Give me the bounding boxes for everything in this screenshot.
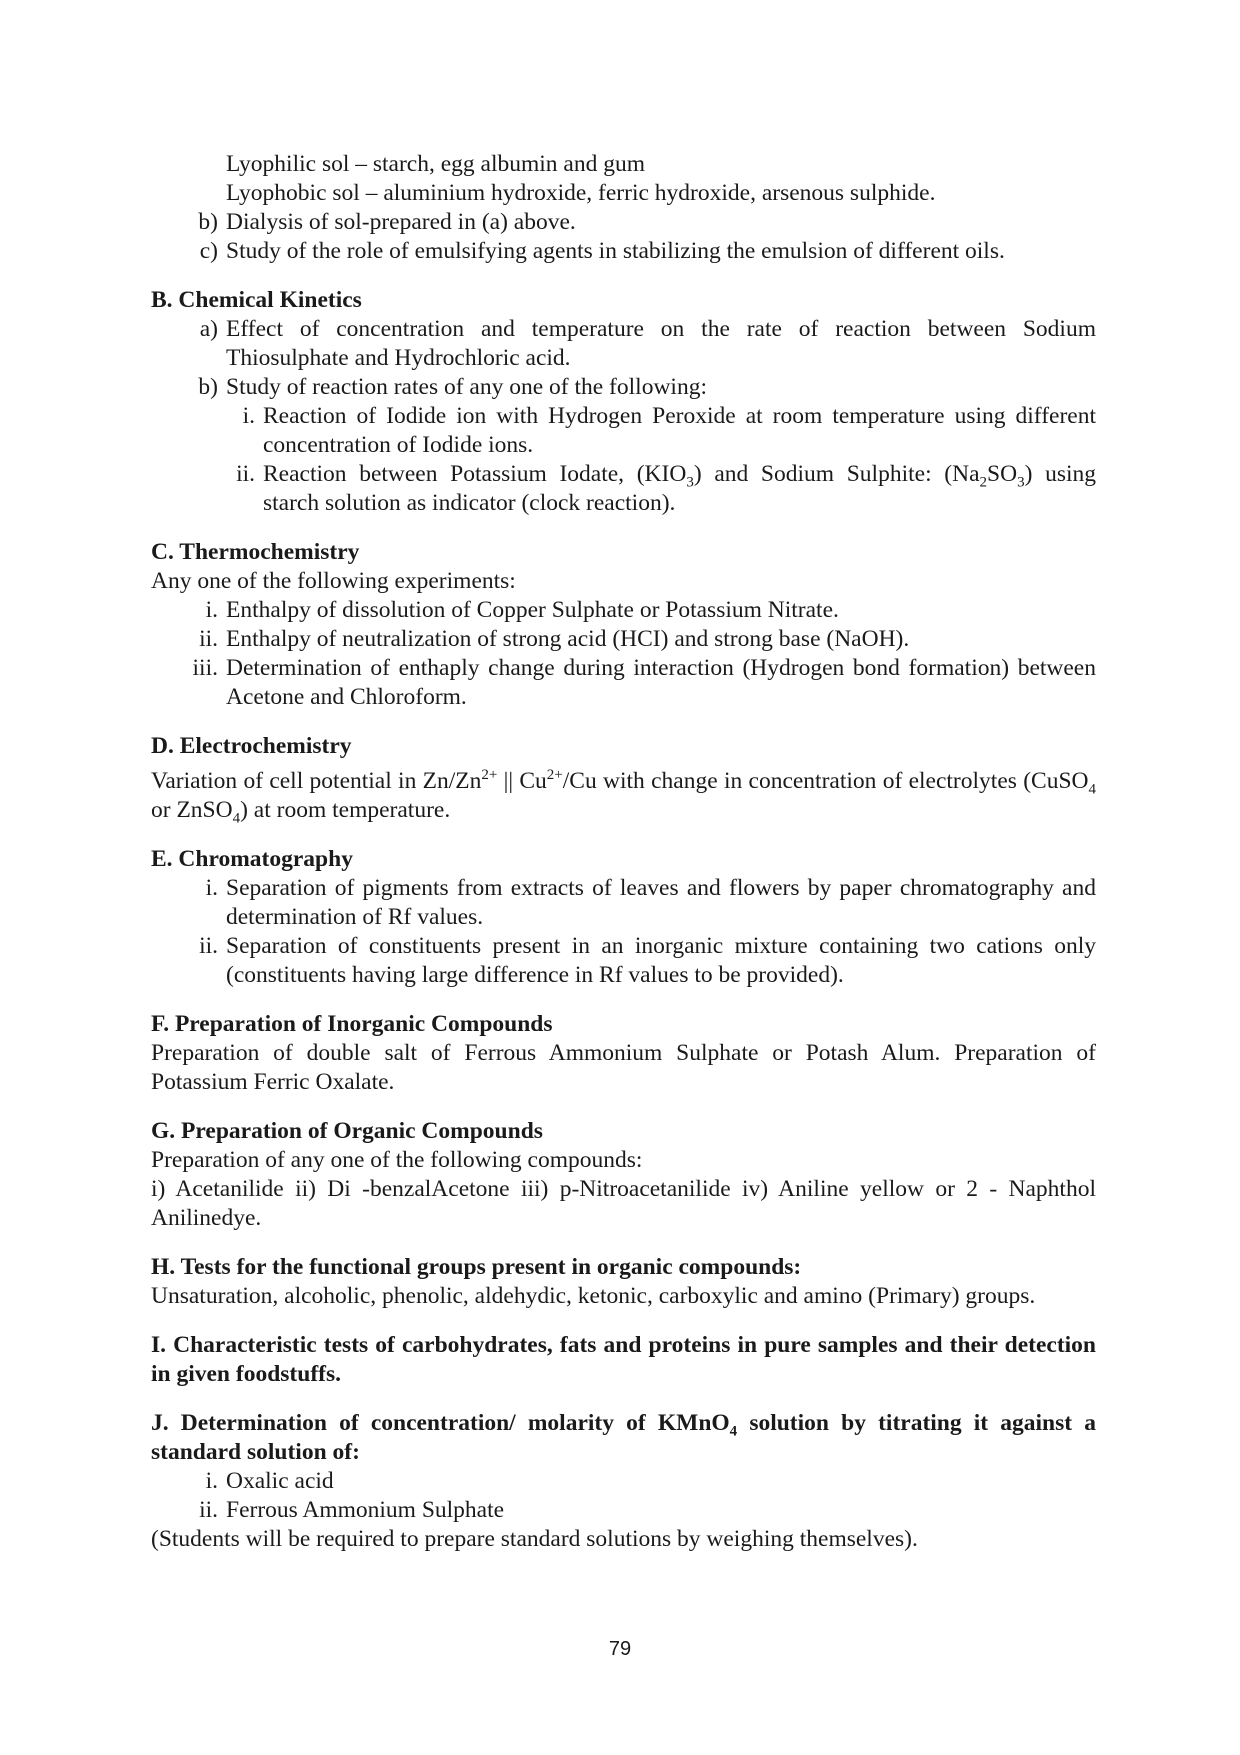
section-kmno4-titration <box>151 1409 1096 1554</box>
list-item <box>151 315 1096 373</box>
section-heading: I. Characteristic tests of carbohydrates, fats and proteins in pure samples and their detection in given foodstuffs. <box>151 1332 1096 1387</box>
section-heading <box>151 1409 1096 1467</box>
list-item-text: Study of the role of emulsifying agents in stabilizing the emulsion of different oils. <box>226 238 1005 264</box>
text-fragment: SO <box>987 461 1018 487</box>
section-chromatography <box>151 845 1096 990</box>
text-fragment: ) and Sodium Sulphite: (Na <box>693 461 980 487</box>
subscript: 3 <box>686 474 694 491</box>
text-fragment: ) using starch solution as indicator (clock reaction). <box>263 461 1096 516</box>
list-item <box>151 874 1096 932</box>
section-text: Unsaturation, alcoholic, phenolic, aldehydic, ketonic, carboxylic and amino (Primary) groups. <box>151 1283 1036 1309</box>
list-item-text: Oxalic acid <box>226 1468 334 1494</box>
list-marker: b) <box>198 374 218 400</box>
list-marker: ii. <box>236 461 255 487</box>
list-marker: i. <box>242 403 255 429</box>
text-fragment: || Cu <box>497 768 547 794</box>
subscript: 4 <box>232 810 241 827</box>
list-marker: ii. <box>199 626 218 652</box>
text-fragment: /Cu with change in concentration of electrolytes (CuSO <box>562 768 1089 794</box>
list-item-text <box>263 460 1096 518</box>
section-heading: G. Preparation of Organic Compounds <box>151 1118 543 1144</box>
list-marker: i. <box>205 1468 218 1494</box>
list-marker: b) <box>198 209 218 235</box>
list-item <box>151 1496 1096 1525</box>
list-marker: c) <box>199 238 218 264</box>
list-item <box>151 208 1096 237</box>
list-item-text: Separation of constituents present in an inorganic mixture containing two cations only (constituents having large difference in Rf values to be provided). <box>226 933 1096 988</box>
list-marker: i. <box>205 875 218 901</box>
subscript: 4 <box>1088 781 1096 798</box>
list-item <box>151 1467 1096 1496</box>
text-fragment: J. Determination of concentration/ molarity of KMnO <box>151 1410 730 1436</box>
section-organic-compounds <box>151 1117 1096 1233</box>
list-item-text: Determination of enthaply change during interaction (Hydrogen bond formation) between Acetone and Chloroform. <box>226 655 1096 710</box>
list-item-text: Effect of concentration and temperature on the rate of reaction between Sodium Thiosulphate and Hydrochloric acid. <box>226 316 1096 371</box>
list-marker: iii. <box>192 655 218 681</box>
text-fragment: solution by titrating it against a standard solution of: <box>151 1410 1096 1465</box>
section-carbohydrate-tests <box>151 1331 1096 1389</box>
page-number: 79 <box>608 1638 632 1660</box>
sub-list-item <box>151 460 1096 518</box>
subscript: 4 <box>729 1423 738 1440</box>
text-fragment: Reaction between Potassium Iodate, (KIO <box>263 461 687 487</box>
section-text: i) Acetanilide ii) Di -benzalAcetone iii) p-Nitroacetanilide iv) Aniline yellow or 2 - Naphthol Anilinedye. <box>151 1176 1096 1231</box>
subscript: 3 <box>1017 474 1025 491</box>
sub-list-item <box>151 402 1096 460</box>
list-item <box>151 654 1096 712</box>
list-item <box>151 237 1096 266</box>
section-intro: Any one of the following experiments: <box>151 568 516 594</box>
section-colloids-continued <box>151 150 1096 266</box>
text-fragment: ) at room temperature. <box>240 797 451 823</box>
list-item <box>151 596 1096 625</box>
text-fragment: or ZnSO <box>151 797 233 823</box>
section-heading: D. Electrochemistry <box>151 733 352 759</box>
list-marker: ii. <box>199 1497 218 1523</box>
superscript: 2+ <box>546 767 563 784</box>
section-text: Preparation of double salt of Ferrous Ammonium Sulphate or Potash Alum. Preparation of Potassium Ferric Oxalate. <box>151 1040 1096 1095</box>
section-inorganic-compounds <box>151 1010 1096 1097</box>
section-functional-groups <box>151 1253 1096 1311</box>
section-text <box>151 767 1096 825</box>
section-intro: Preparation of any one of the following compounds: <box>151 1147 643 1173</box>
list-item-text: Dialysis of sol-prepared in (a) above. <box>226 209 576 235</box>
list-marker: a) <box>199 316 218 342</box>
section-thermochemistry <box>151 538 1096 712</box>
section-heading: H. Tests for the functional groups present in organic compounds: <box>151 1254 802 1280</box>
list-item <box>151 932 1096 990</box>
section-chemical-kinetics <box>151 286 1096 518</box>
section-heading: B. Chemical Kinetics <box>151 287 362 313</box>
section-note: (Students will be required to prepare standard solutions by weighing themselves). <box>151 1526 918 1552</box>
list-item-text: Ferrous Ammonium Sulphate <box>226 1497 505 1523</box>
list-item <box>151 373 1096 402</box>
lyophilic-sol-line: Lyophilic sol – starch, egg albumin and gum <box>226 151 646 177</box>
list-marker: ii. <box>199 933 218 959</box>
list-item-text: Separation of pigments from extracts of leaves and flowers by paper chromatography and determination of Rf values. <box>226 875 1096 930</box>
section-heading: F. Preparation of Inorganic Compounds <box>151 1011 553 1037</box>
document-page <box>151 150 1096 1554</box>
list-item <box>151 625 1096 654</box>
section-heading: C. Thermochemistry <box>151 539 360 565</box>
lyophobic-sol-line: Lyophobic sol – aluminium hydroxide, ferric hydroxide, arsenous sulphide. <box>226 180 936 206</box>
list-marker: i. <box>205 597 218 623</box>
text-fragment: Variation of cell potential in Zn/Zn <box>151 768 482 794</box>
section-electrochemistry <box>151 732 1096 825</box>
section-heading: E. Chromatography <box>151 846 353 872</box>
list-item-text: Study of reaction rates of any one of the following: <box>226 374 707 400</box>
superscript: 2+ <box>481 767 498 784</box>
list-item-text: Enthalpy of neutralization of strong acid (HCI) and strong base (NaOH). <box>226 626 910 652</box>
list-item-text: Reaction of Iodide ion with Hydrogen Peroxide at room temperature using different concentration of Iodide ions. <box>263 403 1096 458</box>
subscript: 2 <box>979 474 988 491</box>
list-item-text: Enthalpy of dissolution of Copper Sulphate or Potassium Nitrate. <box>226 597 839 623</box>
